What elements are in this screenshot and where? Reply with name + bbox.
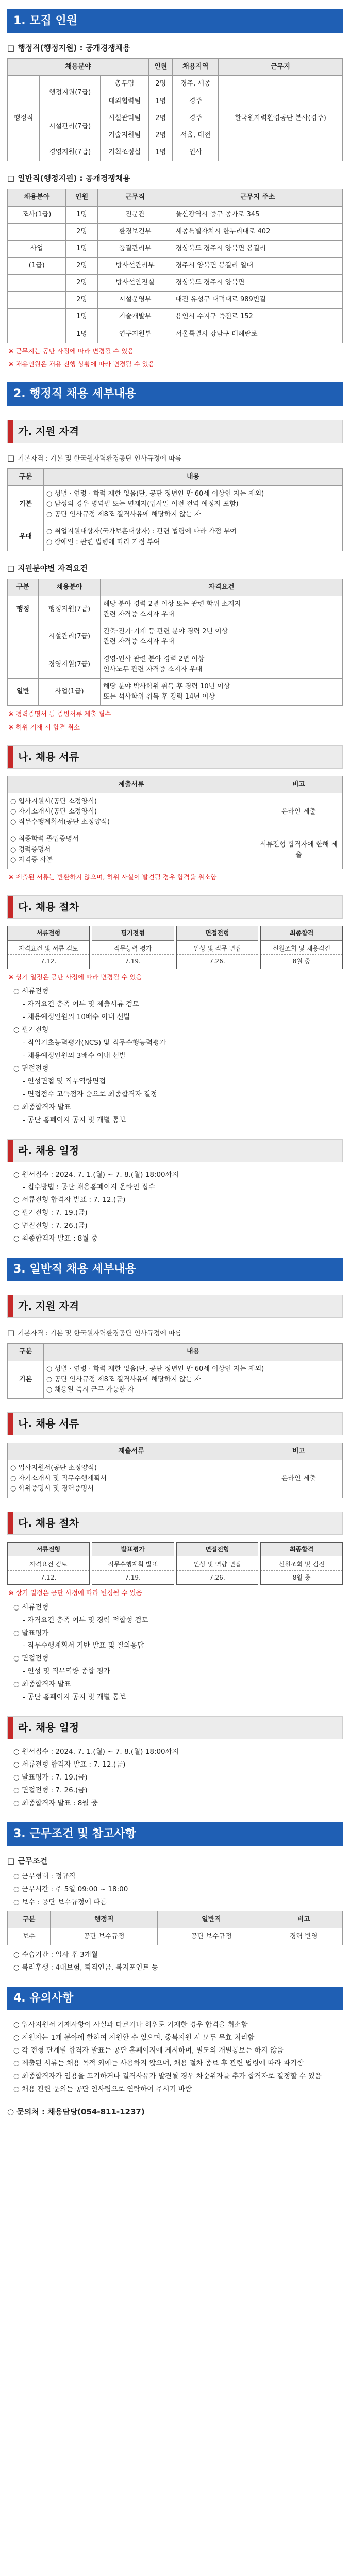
- flow-step: [260, 1542, 343, 1585]
- list-item: ○ 최종합격자 발표 : 8월 중: [13, 1234, 98, 1243]
- table-cell: 1명: [66, 206, 97, 223]
- table-cell: 온라인 제출: [255, 793, 343, 831]
- list-item: - 자격요건 충족 여부 및 경력 적합성 검토: [23, 1616, 148, 1624]
- s2-flow-note: ※ 상기 일정은 공단 사정에 따라 변경될 수 있음: [8, 973, 142, 981]
- table-cell: ○ 취업지원대상자(국가보훈대상자) : 관련 법령에 따라 가점 부여 ○ 장애인 : 관련 법령에 따라 가점 부여: [44, 523, 343, 551]
- table-cell: 1명: [149, 93, 173, 110]
- table-cell: 대전 유성구 대덕대로 989번길: [173, 292, 342, 309]
- flow-step: [176, 1542, 259, 1585]
- list-item: ○ 지원자는 1개 분야에 한하여 지원할 수 있으며, 중복지원 시 모두 무효 처리함: [13, 2033, 255, 2042]
- flow-step-body: 자격요건 및 서류 검토: [18, 944, 78, 952]
- s4-th-3: 비고: [265, 1911, 342, 1928]
- red-strip: [8, 1140, 13, 1162]
- s2-qual-note-0: ※ 경력증명서 등 증빙서류 제출 필수: [8, 710, 111, 718]
- list-item: - 공단 홈페이지 공지 및 개별 통보: [23, 1115, 126, 1124]
- table-row: [8, 1460, 343, 1498]
- square-bullet-icon: □: [7, 1328, 15, 1338]
- table-cell: 품질관리부: [97, 240, 173, 257]
- s1-a-th-3: 근무지: [219, 59, 343, 76]
- list-item: ○ 면접전형: [13, 1064, 49, 1073]
- table-cell: 경상북도 경주시 양북면: [173, 275, 342, 292]
- s1-a-table: [7, 58, 343, 161]
- red-strip: [8, 746, 13, 768]
- square-bullet-icon: □: [7, 1856, 15, 1866]
- list-item: ○ 원서접수 : 2024. 7. 1.(월) ~ 7. 8.(월) 18:00까지: [13, 1748, 179, 1756]
- list-item: - 공단 홈페이지 공지 및 개별 통보: [23, 1693, 126, 1702]
- red-strip: [8, 1512, 13, 1534]
- table-cell: 환경보건부: [97, 223, 173, 240]
- s3-process-list: [13, 1602, 343, 1703]
- flow-step-title: 면접전형: [177, 1543, 258, 1557]
- table-cell: 경주, 세종: [173, 76, 219, 93]
- s3-na-title: 나. 채용 서류: [13, 1413, 342, 1435]
- flow-step-body: 신원조회 및 검진: [278, 1561, 325, 1568]
- table-cell: 시설관리팀: [100, 110, 148, 127]
- table-cell: 서울, 대전: [173, 127, 219, 144]
- list-item: ○ 최종합격자 발표: [13, 1103, 71, 1111]
- table-cell: 1명: [66, 326, 97, 343]
- s3-q-th-1: 내용: [44, 1344, 343, 1361]
- section-1-header: 1. 모집 인원: [7, 9, 343, 33]
- s2-docs-body: [8, 793, 343, 869]
- list-item: - 접수방법 : 공단 채용홈페이지 온라인 접수: [23, 1183, 155, 1192]
- s2-qual-title: □ 지원분야별 자격요건: [7, 563, 88, 573]
- flow-step-title: 필기전형: [92, 926, 174, 941]
- s2-qual-table: [7, 579, 343, 706]
- list-item: ○ 수습기간 : 입사 후 3개월: [13, 1951, 98, 1959]
- list-item: ○ 서류전형 합격자 발표 : 7. 12.(금): [13, 1196, 126, 1205]
- s4-sub1: □ 근무조건: [7, 1856, 48, 1866]
- table-cell: [8, 223, 66, 240]
- table-cell: 울산광역시 중구 종가로 345: [173, 206, 342, 223]
- flow-step-title: 발표평가: [92, 1543, 174, 1557]
- flow-step-title: 서류전형: [8, 926, 89, 941]
- table-cell: [8, 623, 39, 651]
- s3-da-title: 다. 채용 절차: [13, 1512, 342, 1534]
- s4-items2: [13, 1950, 343, 1973]
- table-cell: 경력 반영: [265, 1928, 342, 1945]
- table-cell: 기술개발부: [97, 309, 173, 326]
- list-item: - 직무수행계획서 기반 발표 및 질의응답: [23, 1641, 144, 1650]
- section-2-header: 2. 행정직 채용 세부내용: [7, 382, 343, 406]
- table-cell: 해당 분야 박사학위 취득 후 경력 10년 이상 또는 석사학위 취득 후 경력 14년 이상: [101, 678, 343, 705]
- s3-flow-note: ※ 상기 일정은 공단 사정에 따라 변경될 수 있음: [8, 1589, 142, 1597]
- table-row: [8, 206, 343, 223]
- table-cell: 1명: [66, 240, 97, 257]
- s3-q-th-0: 구분: [8, 1344, 44, 1361]
- list-item: ○ 면접전형 : 7. 26.(금): [13, 1786, 88, 1794]
- s2-ra-title: 라. 채용 일정: [13, 1140, 342, 1162]
- table-cell: 건축·전기·기계 등 관련 분야 경력 2년 이상 관련 자격증 소지자 우대: [101, 623, 343, 651]
- s3-docs-th-1: 비고: [255, 1443, 343, 1460]
- s2-schedule-list: [13, 1170, 343, 1245]
- red-strip: [8, 1717, 13, 1739]
- table-cell: 2명: [66, 258, 97, 275]
- table-cell: 2명: [149, 110, 173, 127]
- list-item: ○ 서류전형 합격자 발표 : 7. 12.(금): [13, 1760, 126, 1769]
- list-item: - 면접점수 고득점자 순으로 최종합격자 결정: [23, 1090, 158, 1098]
- s2-da-header: [7, 895, 343, 919]
- flow-step-date: 7.26.: [177, 1570, 258, 1585]
- flow-step-body: 직무능력 평가: [113, 944, 152, 952]
- table-cell: 경주시 양북면 봉길리 일대: [173, 258, 342, 275]
- square-bullet-icon: □: [7, 43, 15, 53]
- section-5-header: 4. 유의사항: [7, 1987, 343, 2010]
- s2-na-header: [7, 745, 343, 769]
- list-item: ○ 보수 : 공단 보수규정에 따름: [13, 1897, 107, 1906]
- flow-step-date: 7.26.: [177, 954, 258, 969]
- table-cell: 경상북도 경주시 양북면 봉길리: [173, 240, 342, 257]
- red-strip: [8, 420, 13, 443]
- list-item: ○ 원서접수 : 2024. 7. 1.(월) ~ 7. 8.(월) 18:00까지: [13, 1170, 179, 1179]
- table-cell: (1급): [8, 258, 66, 275]
- s2-ga-title: 가. 지원 자격: [13, 420, 342, 443]
- list-item: - 인성면접 및 직무역량면접: [23, 1077, 106, 1086]
- s3-ga-header: [7, 1295, 343, 1318]
- table-cell: 기술지원팀: [100, 127, 148, 144]
- flow-step-body: 직무수행계획 발표: [108, 1561, 158, 1568]
- table-cell: 보수: [8, 1928, 51, 1945]
- s1-b-table: [7, 189, 343, 343]
- table-cell: 2명: [66, 223, 97, 240]
- table-cell: 전문관: [97, 206, 173, 223]
- s4-th-1: 행정직: [51, 1911, 158, 1928]
- square-bullet-icon: □: [7, 174, 15, 183]
- table-cell: 공단 보수규정: [51, 1928, 158, 1945]
- table-cell: 온라인 제출: [255, 1460, 343, 1498]
- table-cell: 기본: [8, 485, 44, 523]
- table-cell: 2명: [66, 292, 97, 309]
- table-cell: 경영지원(7급): [39, 651, 101, 678]
- flow-step-date: 8월 중: [261, 1570, 342, 1585]
- table-row: [8, 623, 343, 651]
- s5-notice-list: [13, 2020, 343, 2095]
- s3-da-header: [7, 1512, 343, 1535]
- list-item: - 인성 및 직무역량 종합 평가: [23, 1667, 110, 1676]
- table-cell: 행정지원(7급): [40, 76, 101, 110]
- table-cell: [8, 275, 66, 292]
- table-cell: [8, 326, 66, 343]
- table-cell: 2명: [66, 275, 97, 292]
- red-strip: [8, 896, 13, 918]
- table-row: [8, 326, 343, 343]
- flow-step: [176, 926, 259, 969]
- list-item: ○ 근무형태 : 정규직: [13, 1872, 76, 1881]
- list-item: - 채용예정인원의 3배수 이내 선발: [23, 1052, 126, 1060]
- s4-th-2: 일반직: [158, 1911, 265, 1928]
- list-item: ○ 최종합격자 발표 : 8월 중: [13, 1799, 98, 1807]
- s2-ga-sub: □ 기본자격 : 기본 및 한국원자력환경공단 인사규정에 따름: [7, 453, 182, 463]
- table-cell: 공단 보수규정: [158, 1928, 265, 1945]
- list-item: ○ 복리후생 : 4대보험, 퇴직연금, 복지포인트 등: [13, 1963, 158, 1972]
- table-cell: 세종특별자치시 한누리대로 402: [173, 223, 342, 240]
- flow-step-title: 최종합격: [261, 926, 342, 941]
- flow-step-body: 인성 및 역량 면접: [193, 1561, 241, 1568]
- table-cell: 대외협력팀: [100, 93, 148, 110]
- s3-qual-table: [7, 1343, 343, 1399]
- square-bullet-icon: □: [7, 453, 15, 463]
- flow-step-body: 인성 및 직무 면접: [193, 944, 241, 952]
- s2-q-body: [8, 485, 343, 551]
- table-row: [8, 651, 343, 678]
- table-cell: 기본: [8, 1361, 44, 1398]
- table-cell: [8, 651, 39, 678]
- table-row: [8, 485, 343, 523]
- flow-step-date: 7.19.: [92, 1570, 174, 1585]
- s2-qual-th-2: 자격요건: [101, 579, 343, 596]
- list-item: ○ 필기전형: [13, 1026, 49, 1035]
- s2-docs-note: ※ 제출된 서류는 반환하지 않으며, 허위 사실이 발견될 경우 합격을 취소함: [8, 873, 217, 881]
- s1-b-title: □ 일반직(행정지원) : 공개경쟁채용: [7, 174, 130, 183]
- list-item: ○ 제출된 서류는 채용 목적 외에는 사용하지 않으며, 채용 절차 종료 후 관련 법령에 따라 파기함: [13, 2059, 304, 2067]
- list-item: - 자격요건 충족 여부 및 제출서류 검토: [23, 1000, 140, 1009]
- flow-step-date: 7.12.: [8, 954, 89, 969]
- table-row: [8, 523, 343, 551]
- table-row: [8, 831, 343, 869]
- section-3-header: 3. 일반직 채용 세부내용: [7, 1258, 343, 1281]
- flow-step: [7, 926, 90, 969]
- s1-b-th-3: 근무지 주소: [173, 189, 342, 206]
- s3-schedule-list: [13, 1747, 343, 1809]
- flow-step-date: 8월 중: [261, 954, 342, 969]
- list-item: ○ 채용 관련 문의는 공단 인사팀으로 연락하여 주시기 바람: [13, 2084, 192, 2093]
- table-cell: ○ 입사지원서(공단 소정양식) ○ 자기소개서 및 직무수행계획서 ○ 학위증명서 및 경력증명서: [8, 1460, 255, 1498]
- s3-ra-title: 라. 채용 일정: [13, 1717, 342, 1739]
- list-item: ○ 각 전형 단계별 합격자 발표는 공단 홈페이지에 게시하며, 별도의 개별통보는 하지 않음: [13, 2046, 284, 2055]
- flow-step: [260, 926, 343, 969]
- list-item: ○ 근무시간 : 주 5일 09:00 ~ 18:00: [13, 1885, 128, 1893]
- table-cell: 시설관리(7급): [39, 623, 101, 651]
- table-row: [8, 292, 343, 309]
- table-cell: 인사: [173, 144, 219, 161]
- flow-step-body: 신원조회 및 채용검진: [273, 944, 331, 952]
- s2-qual-body: [8, 596, 343, 706]
- table-row: [8, 240, 343, 257]
- s3-na-header: [7, 1412, 343, 1435]
- s3-ra-header: [7, 1716, 343, 1739]
- s2-qual-basic-table: [7, 468, 343, 551]
- flow-step-title: 면접전형: [177, 926, 258, 941]
- s2-qual-th-0: 구분: [8, 579, 39, 596]
- table-cell: 해당 분야 경력 2년 이상 또는 관련 학위 소지자 관련 자격증 소지자 우대: [101, 596, 343, 623]
- list-item: ○ 서류전형: [13, 1603, 49, 1612]
- s1-b-note-1: ※ 채용인원은 채용 진행 상황에 따라 변경될 수 있음: [8, 360, 155, 368]
- flow-step-date: 7.12.: [8, 1570, 89, 1585]
- s1-a-right: 한국원자력환경공단 본사(경주): [219, 76, 343, 161]
- s3-process-flow: [7, 1542, 343, 1585]
- flow-step: [92, 1542, 174, 1585]
- table-cell: 2명: [149, 127, 173, 144]
- s3-ga-title: 가. 지원 자격: [13, 1295, 342, 1317]
- table-cell: 사업: [8, 240, 66, 257]
- s2-q-th-1: 내용: [44, 468, 343, 485]
- s1-b-th-0: 채용분야: [8, 189, 66, 206]
- table-cell: 방사선안전실: [97, 275, 173, 292]
- table-cell: 연구지원부: [97, 326, 173, 343]
- table-cell: 1명: [66, 309, 97, 326]
- flow-step: [92, 926, 174, 969]
- table-row: [8, 596, 343, 623]
- table-cell: ○ 성별 · 연령 · 학력 제한 없음(단, 공단 정년인 만 60세 이상인 자는 제외) ○ 남성의 경우 병역필 또는 면제자(입사일 이전 전역 예정자 포함) ○ 공단 인사규정 제8조 결격사유에 해당하지 않는 자: [44, 485, 343, 523]
- table-cell: [8, 292, 66, 309]
- section-4-header: 3. 근무조건 및 참고사항: [7, 1822, 343, 1846]
- list-item: ○ 입사지원서 기재사항이 사실과 다르거나 허위로 기재한 경우 합격을 취소함: [13, 2021, 248, 2029]
- s2-process-flow: [7, 926, 343, 969]
- list-item: ○ 최종합격자 발표: [13, 1680, 71, 1689]
- table-cell: ○ 성별 · 연령 · 학력 제한 없음(단, 공단 정년인 만 60세 이상인 자는 제외) ○ 공단 인사규정 제8조 결격사유에 해당하지 않는 자 ○ 채용일 즉시 근무 가능한 자: [44, 1361, 343, 1398]
- contact-info: ○ 문의처 : 채용담당(054-811-1237): [7, 2107, 145, 2116]
- s4-items1: [13, 1871, 343, 1908]
- table-cell: 서류전형 합격자에 한해 제출: [255, 831, 343, 869]
- table-cell: 일반: [8, 678, 39, 705]
- flow-step-body: 자격요건 검토: [29, 1561, 68, 1568]
- list-item: ○ 면접전형 : 7. 26.(금): [13, 1222, 88, 1230]
- s2-qual-note-1: ※ 허위 기재 시 합격 취소: [8, 723, 80, 731]
- table-row: [8, 678, 343, 705]
- s2-ga-header: [7, 420, 343, 443]
- table-cell: 총무팀: [100, 76, 148, 93]
- table-cell: 사업(1급): [39, 678, 101, 705]
- red-strip: [8, 1295, 13, 1317]
- list-item: ○ 필기전형 : 7. 19.(금): [13, 1209, 88, 1217]
- s2-docs-th-1: 비고: [255, 776, 343, 793]
- table-row: [8, 223, 343, 240]
- list-item: ○ 서류전형: [13, 987, 49, 996]
- s2-da-title: 다. 채용 절차: [13, 896, 342, 918]
- s1-a-th-0: 채용분야: [8, 59, 149, 76]
- square-bullet-icon: □: [7, 563, 15, 573]
- list-item: ○ 최종합격자가 임용을 포기하거나 결격사유가 발견될 경우 차순위자를 추가 합격자로 결정할 수 있음: [13, 2072, 322, 2080]
- table-cell: 경영·인사 관련 분야 경력 2년 이상 인사노무 관련 자격증 소지자 우대: [101, 651, 343, 678]
- s3-ga-sub: □ 기본자격 : 기본 및 한국원자력환경공단 인사규정에 따름: [7, 1328, 182, 1338]
- table-row: [8, 309, 343, 326]
- table-cell: 시설관리(7급): [40, 110, 101, 144]
- s1-b-th-1: 인원: [66, 189, 97, 206]
- table-cell: 행정지원(7급): [39, 596, 101, 623]
- s2-ra-header: [7, 1139, 343, 1162]
- table-row: [8, 1928, 343, 1945]
- s2-na-title: 나. 채용 서류: [13, 746, 342, 768]
- s2-docs-table: [7, 776, 343, 869]
- table-cell: ○ 입사지원서(공단 소정양식) ○ 자기소개서(공단 소정양식) ○ 직무수행계획서(공단 소정양식): [8, 793, 255, 831]
- s2-docs-th-0: 제출서류: [8, 776, 255, 793]
- s1-a-group: 행정직: [8, 76, 40, 161]
- flow-step: [7, 1542, 90, 1585]
- s1-a-th-1: 인원: [149, 59, 173, 76]
- s1-a-th-2: 채용지역: [173, 59, 219, 76]
- s4-th-0: 구분: [8, 1911, 51, 1928]
- table-cell: [8, 309, 66, 326]
- table-cell: 서울특별시 강남구 테헤란로: [173, 326, 342, 343]
- list-item: - 직업기초능력평가(NCS) 및 직무수행능력평가: [23, 1039, 166, 1047]
- table-cell: 조사(1급): [8, 206, 66, 223]
- s1-b-body: [8, 206, 343, 343]
- s2-process-list: [13, 986, 343, 1125]
- flow-step-title: 서류전형: [8, 1543, 89, 1557]
- s3-docs-body: [8, 1460, 343, 1498]
- flow-step-title: 최종합격: [261, 1543, 342, 1557]
- s2-qual-th-1: 채용분야: [39, 579, 101, 596]
- table-cell: ○ 최종학력 졸업증명서 ○ 경력증명서 ○ 자격증 사본: [8, 831, 255, 869]
- list-item: ○ 발표평가: [13, 1629, 49, 1637]
- s2-q-th-0: 구분: [8, 468, 44, 485]
- table-cell: 기획조정실: [100, 144, 148, 161]
- table-row: [8, 1361, 343, 1398]
- table-cell: 시설운영부: [97, 292, 173, 309]
- table-row: [8, 258, 343, 275]
- s1-b-note-0: ※ 근무지는 공단 사정에 따라 변경될 수 있음: [8, 347, 134, 355]
- table-cell: 2명: [149, 76, 173, 93]
- table-cell: 1명: [149, 144, 173, 161]
- table-cell: 우대: [8, 523, 44, 551]
- s3-q-body: [8, 1361, 343, 1398]
- s3-docs-table: [7, 1443, 343, 1498]
- list-item: ○ 면접전형: [13, 1654, 49, 1663]
- s1-b-th-2: 근무직: [97, 189, 173, 206]
- list-item: - 채용예정인원의 10배수 이내 선발: [23, 1013, 130, 1022]
- table-row: [8, 793, 343, 831]
- s1-a-title: □ 행정직(행정지원) : 공개경쟁채용: [7, 43, 130, 53]
- flow-step-date: 7.19.: [92, 954, 174, 969]
- s3-docs-th-0: 제출서류: [8, 1443, 255, 1460]
- table-cell: 경주: [173, 93, 219, 110]
- table-cell: 경주: [173, 110, 219, 127]
- table-cell: 행정: [8, 596, 39, 623]
- table-cell: 방사선관리부: [97, 258, 173, 275]
- table-row: [8, 275, 343, 292]
- table-cell: 경영지원(7급): [40, 144, 101, 161]
- red-strip: [8, 1413, 13, 1435]
- table-cell: 용인시 수지구 죽전로 152: [173, 309, 342, 326]
- s4-cond-table: [7, 1911, 343, 1945]
- list-item: ○ 발표평가 : 7. 19.(금): [13, 1773, 88, 1782]
